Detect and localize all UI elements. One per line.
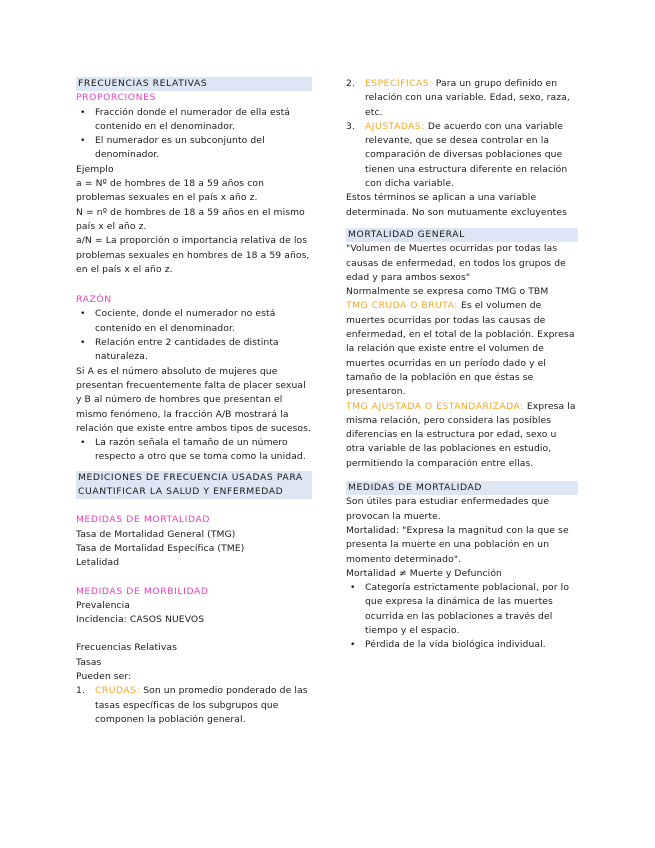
mortalidad-item: Tasa de Mortalidad General (TMG) [76, 528, 236, 540]
heading-medidas-mortalidad: MEDIDAS DE MORTALIDAD [76, 514, 211, 526]
ejemplo-line: a = Nº de hombres de 18 a 59 años con problemas sexuales en el país x año z. [76, 178, 265, 204]
tmg-ajustada-text: Expresa la misma relación, pero considera las posibles diferencias en la estructura por edad, sexo u otra variable de las poblaciones en estudio, permitiendo la comparación entre ellas. [346, 400, 576, 469]
right-column [346, 0, 578, 653]
terminos-line: Estos términos se aplican a una variable [346, 192, 537, 204]
list-item: • La razón señala el tamaño de un número respecto a otro que se toma como la unidad. [76, 436, 312, 465]
proporciones-list [76, 106, 312, 163]
list-item: • Relación entre 2 cantidades de distinta naturaleza. [76, 336, 312, 365]
ejemplo-line: a/N = La proporción o importancia relativa de los problemas sexuales en hombres de 18 a 59 años, en el país x el año z. [76, 235, 310, 275]
section-header-mortalidad-general: MORTALIDAD GENERAL [346, 228, 578, 242]
section-header-mediciones: MEDICIONES DE FRECUENCIA USADAS PARA CUANTIFICAR LA SALUD Y ENFERMEDAD [76, 471, 312, 500]
item-text: Son un promedio ponderado de las tasas específicas de los subgrupos que componen la población general. [95, 685, 308, 725]
list-item: • Fracción donde el numerador de ella está contenido en el denominador. [76, 106, 312, 135]
label-tmg-cruda: TMG CRUDA O BRUTA: [346, 300, 458, 312]
label-crudas: CRUDAS: [95, 685, 141, 697]
mortalidad-definition: Mortalidad: "Expresa la magnitud con la que se presenta la muerte en una población en un momento determinado". [346, 524, 569, 565]
label-especificas: ESPECÍFICAS: [365, 78, 433, 89]
section-header-frecuencias-relativas: FRECUENCIAS RELATIVAS [76, 77, 312, 91]
mortalidad-general-quote: "Volumen de Muertes ocurridas por todas las causas de enfermedad, en todos los grupos de edad y para ambos sexos" [346, 243, 566, 283]
tmg-ajustada-paragraph [346, 400, 578, 471]
normalmente-line: Normalmente se expresa como TMG o TBM [346, 286, 549, 298]
section-header-medidas-mortalidad: MEDIDAS DE MORTALIDAD [346, 481, 578, 495]
mortalidad-neq-line: Mortalidad ≠ Muerte y Defunción [346, 567, 502, 579]
heading-razon: RAZÓN [76, 294, 112, 306]
list-item: • Cociente, donde el numerador no está contenido en el denominador. [76, 307, 312, 336]
tasas-list-continued [346, 77, 578, 191]
item-text: Para un grupo definido en relación con una variable. Edad, sexo, raza, etc. [365, 78, 570, 118]
item-text: De acuerdo con una variable relevante, que se desea controlar en la comparación de diversas poblaciones que tienen una estructura diferente en relación con dicha variable. [365, 120, 568, 190]
list-item: • El numerador es un subconjunto del denominador. [76, 134, 312, 163]
heading-proporciones: PROPORCIONES [76, 92, 156, 104]
tasas-list [76, 684, 312, 727]
list-item: • Categoría estrictamente poblacional, por lo que expresa la dinámica de las muertes ocurrida en las poblaciones a través del tiempo y el espacio. [346, 581, 578, 638]
item-number: 1. [76, 685, 85, 697]
ejemplo-label: Ejemplo [76, 163, 114, 175]
razon-list-2 [76, 436, 312, 465]
label-ajustadas: AJUSTADAS: [365, 120, 425, 132]
list-item [346, 120, 578, 191]
list-item [76, 684, 312, 727]
terminos-line: determinada. No son mutuamente excluyentes [346, 206, 567, 218]
list-item: • Pérdida de la vida biológica individual. [346, 638, 578, 652]
left-column [76, 0, 312, 727]
frecuencias-line: Pueden ser: [76, 670, 132, 682]
utiles-line: Son útiles para estudiar enfermedades que provocan la muerte. [346, 496, 550, 522]
morbilidad-item: Prevalencia [76, 599, 131, 611]
razon-paragraph: Si A es el número absoluto de mujeres que presentan frecuentemente falta de placer sexual y B al número de hombres que presentan el mismo fenómeno, la fracción A/B mostrará la relación que existe entre ambos tipos de sucesos. [76, 365, 312, 434]
morbilidad-item: Incidencia: CASOS NUEVOS [76, 614, 205, 626]
mortalidad-item: Letalidad [76, 557, 120, 569]
label-tmg-ajustada: TMG AJUSTADA O ESTANDARIZADA: [346, 400, 524, 412]
ejemplo-line: N = nº de hombres de 18 a 59 años en el mismo país x el año z. [76, 206, 305, 232]
list-item [346, 77, 578, 120]
tmg-cruda-paragraph [346, 299, 578, 399]
item-number: 2. [346, 78, 355, 89]
frecuencias-line: Tasas [76, 656, 102, 668]
item-number: 3. [346, 120, 355, 132]
razon-list [76, 307, 312, 364]
mortalidad-bullets [346, 581, 578, 652]
mortalidad-item: Tasa de Mortalidad Específica (TME) [76, 542, 245, 554]
frecuencias-line: Frecuencias Relativas [76, 642, 178, 654]
tmg-cruda-text: Es el volumen de muertes ocurridas por todas las causas de enfermedad, en el total de la población. Expresa la relación que existe entre el volumen de muertes ocurridas en un período dado y el tamaño de la población en que éstas se presentaron. [346, 300, 575, 398]
heading-medidas-morbilidad: MEDIDAS DE MORBILIDAD [76, 585, 209, 597]
